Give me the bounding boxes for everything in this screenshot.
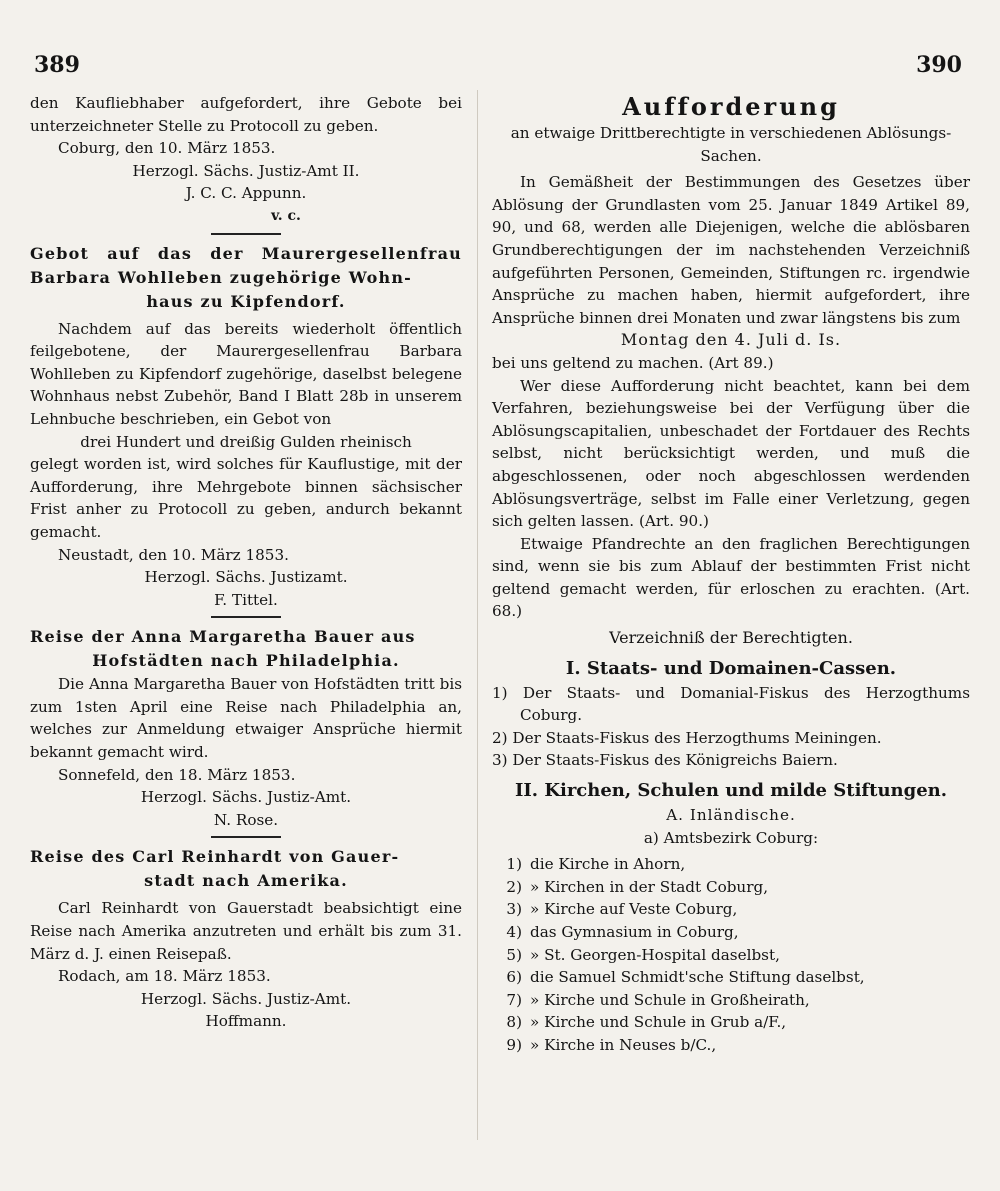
page-number-right: 390 <box>916 52 962 78</box>
notice-text: den Kaufliebhaber aufgefordert, ihre Gebote bei unterzeichneter Stelle zu Protocoll zu geben. <box>30 94 462 135</box>
list-item-text: » Kirche auf Veste Coburg, <box>530 900 738 919</box>
office-signature: Herzogl. Sächs. Justiz-Amt. <box>140 989 352 1008</box>
state-list <box>492 682 970 772</box>
notice-body: Carl Reinhardt von Gauerstadt beabsichtigt eine Reise nach Amerika anzutreten und erhält bis zum 31. März d. J. einen Reisepaß. <box>30 899 462 963</box>
place-date: Coburg, den 10. März 1853. <box>58 139 276 158</box>
section-heading-churches <box>492 778 970 804</box>
place-date: Neustadt, den 10. März 1853. <box>58 545 289 564</box>
list-item-text: » Kirche in Neuses b/C., <box>530 1035 717 1054</box>
notice-heading-last: stadt nach Amerika. <box>144 871 348 891</box>
subsection-heading: A. Inländische. <box>666 806 796 825</box>
list-item <box>492 876 970 899</box>
official-signature: F. Tittel. <box>214 590 278 609</box>
notice-bauer-journey <box>30 625 462 838</box>
section-title: Kirchen, Schulen und milde Stiftungen. <box>544 780 948 802</box>
official-signature: Hoffmann. <box>205 1012 287 1031</box>
paragraph-2: Wer diese Aufforderung nicht beachtet, kann bei dem Verfahren, beziehungsweise bei der Verfügung über die Ablösungscapitalien, unbeschadet der Fortdauer des Rechts selbst, nicht berücksichtigt werden, und muß die abgeschlossenen, oder noch abgeschlossen werdenden Ablösungsverträge, selbst im Falle einer Verletzung, gegen sich gelten lassen. (Art. 90.) <box>492 376 970 531</box>
list-item-text: » Kirche und Schule in Großheirath, <box>530 990 810 1009</box>
list-item-number: 7) <box>506 990 522 1009</box>
bid-amount: drei Hundert und dreißig Gulden rheinisch <box>80 432 412 451</box>
office-signature: Herzogl. Sächs. Justizamt. <box>144 568 348 587</box>
subsection-district: a) Amtsbezirk Coburg: <box>643 828 819 847</box>
deadline-date: Montag den 4. Juli d. Is. <box>620 330 842 350</box>
list-item-text: » Kirchen in der Stadt Coburg, <box>530 877 769 896</box>
place-date: Sonnefeld, den 18. März 1853. <box>58 765 296 784</box>
list-item: 1) Der Staats- und Domanial-Fiskus des Herzogthums Coburg. <box>492 683 970 725</box>
list-item-number: 9) <box>506 1035 522 1054</box>
vc-mark: v. c. <box>271 207 301 224</box>
section-number: I. <box>565 657 581 679</box>
paragraph-1-end: bei uns geltend zu machen. (Art 89.) <box>492 353 774 372</box>
churches-list <box>492 853 970 1056</box>
list-item <box>492 853 970 876</box>
notice-heading-last: haus zu Kipfendorf. <box>146 291 346 311</box>
notice-heading-last: Hofstädten nach Philadelphia. <box>92 651 400 671</box>
official-signature: N. Rose. <box>213 810 279 829</box>
notice-wohlleben-house <box>30 242 462 619</box>
list-item <box>492 989 970 1012</box>
separator-rule <box>211 616 281 618</box>
section-number: II. <box>514 780 539 802</box>
list-item <box>492 966 970 989</box>
list-item-number: 2) <box>506 877 522 896</box>
notice-auction-coburg <box>30 92 462 235</box>
notice-body: Nachdem auf das bereits wiederholt öffentlich feilgebotene, der Maurergesellenfrau Barbara Wohlleben zu Kipfendorf zugehörige, daselbst belegene Wohnhaus nebst Zubehör, Band I Blatt 28b in unserem Lehnbuche beschrieben, ein Gebot von <box>30 319 462 428</box>
right-column <box>492 92 970 1057</box>
paragraph-1: In Gemäßheit der Bestimmungen des Gesetzes über Ablösung der Grundlasten vom 25. Januar 1849 Artikel 89, 90, und 68, werden alle Diejenigen, welche die ablösbaren Grundberechtigungen der im nachstehenden Verzeichniß aufgeführten Personen, Gemeinden, Stiftungen rc. irgendwie Ansprüche zu machen haben, hiermit aufgefordert, ihre Ansprüche binnen drei Monaten und zwar längstens bis zum <box>492 173 970 327</box>
section-heading-state <box>492 656 970 682</box>
notice-body: Die Anna Margaretha Bauer von Hofstädten tritt bis zum 1sten April eine Reise nach Philadelphia an, welches zur Anmeldung etwaiger Ansprüche hiermit bekannt gemacht wird. <box>30 675 462 762</box>
section-title: Staats- und Domainen-Cassen. <box>586 657 897 679</box>
list-item: 2) Der Staats-Fiskus des Herzogthums Meiningen. <box>492 728 882 747</box>
list-item-number: 6) <box>506 968 522 987</box>
list-item <box>492 1034 970 1057</box>
list-item <box>492 1011 970 1034</box>
list-item-number: 5) <box>506 945 522 964</box>
list-item-text: » Kirche und Schule in Grub a/F., <box>530 1013 787 1032</box>
list-item-number: 8) <box>506 1013 522 1032</box>
separator-rule <box>211 233 281 235</box>
list-item-number: 3) <box>506 900 522 919</box>
column-divider <box>477 90 478 1140</box>
list-item-text: die Samuel Schmidt'sche Stiftung daselbst, <box>530 968 865 987</box>
page-number-left: 389 <box>34 52 80 78</box>
notice-heading: Gebot auf das der Maurergesellenfrau Barbara Wohlleben zugehörige Wohn- <box>30 243 462 287</box>
place-date: Rodach, am 18. März 1853. <box>58 967 271 986</box>
separator-rule <box>211 836 281 838</box>
list-item: 3) Der Staats-Fiskus des Königreichs Baiern. <box>492 751 838 770</box>
list-item-text: das Gymnasium in Coburg, <box>530 923 739 941</box>
notice-subtitle: an etwaige Drittberechtigte in verschiedenen Ablösungs-Sachen. <box>510 124 952 165</box>
list-item <box>492 898 970 921</box>
list-title: Verzeichniß der Berechtigten. <box>609 628 853 648</box>
left-column <box>30 92 462 1033</box>
notice-reinhardt-journey <box>30 845 462 1033</box>
list-item <box>492 944 970 967</box>
list-item <box>492 921 970 944</box>
office-signature: Herzogl. Sächs. Justiz-Amt. <box>140 788 352 807</box>
list-item-number: 1) <box>506 855 522 874</box>
office-signature: Herzogl. Sächs. Justiz-Amt II. <box>132 161 360 180</box>
notice-heading: Reise des Carl Reinhardt von Gauer- <box>30 847 400 867</box>
notice-heading: Reise der Anna Margaretha Bauer aus <box>30 627 416 647</box>
notice-title: Aufforderung <box>622 92 840 121</box>
notice-body-continued: gelegt worden ist, wird solches für Kauflustige, mit der Aufforderung, ihre Mehrgebote binnen sächsischer Frist anher zu Protocoll zu geben, andurch bekannt gemacht. <box>30 455 462 541</box>
list-item-number: 4) <box>506 923 522 941</box>
paragraph-3: Etwaige Pfandrechte an den fraglichen Berechtigungen sind, wenn sie bis zum Ablauf der bestimmten Frist nicht geltend gemacht werden, für erloschen zu erachten. (Art. 68.) <box>492 534 970 621</box>
official-signature: J. C. C. Appunn. <box>185 184 307 203</box>
list-item-text: » St. Georgen-Hospital daselbst, <box>530 945 780 964</box>
list-item-text: die Kirche in Ahorn, <box>530 855 686 874</box>
